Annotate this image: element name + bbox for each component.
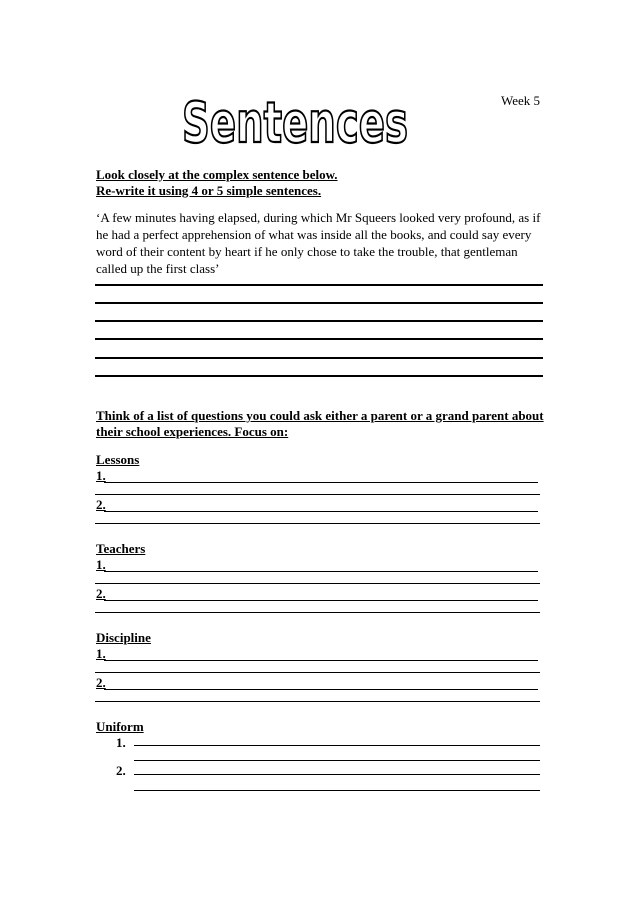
answer-line[interactable] <box>134 745 540 746</box>
page-title: Sentences <box>182 91 408 156</box>
item-number: 2. <box>96 675 106 690</box>
writing-line[interactable] <box>95 338 543 340</box>
answer-line[interactable] <box>95 701 540 702</box>
answer-line[interactable] <box>104 482 538 483</box>
answer-line[interactable] <box>95 672 540 673</box>
item-number: 2. <box>96 497 106 512</box>
writing-line[interactable] <box>95 302 543 304</box>
answer-line[interactable] <box>104 511 538 512</box>
title-wordart <box>180 88 412 156</box>
quote-line: called up the first class’ <box>96 261 220 276</box>
writing-line[interactable] <box>95 357 543 359</box>
item-number: 2. <box>116 763 126 778</box>
task2-heading-line1: Think of a list of questions you could ask either a parent or a grand parent about <box>96 408 544 423</box>
answer-line[interactable] <box>104 600 538 601</box>
writing-line[interactable] <box>95 284 543 286</box>
answer-line[interactable] <box>134 774 540 775</box>
quote-line: ‘A few minutes having elapsed, during which Mr Squeers looked very profound, as if <box>96 210 541 225</box>
answer-line[interactable] <box>95 523 540 524</box>
answer-line[interactable] <box>104 571 538 572</box>
section-label-discipline: Discipline <box>96 630 151 645</box>
answer-line[interactable] <box>95 612 540 613</box>
quote-line: he had a perfect apprehension of what was inside all the books, and could say every <box>96 227 532 242</box>
task1-heading-line2: Re-write it using 4 or 5 simple sentences. <box>96 183 322 198</box>
week-label: Week 5 <box>501 93 541 108</box>
quote-line: word of their content by heart if he only chose to take the trouble, that gentleman <box>96 244 518 259</box>
answer-line[interactable] <box>104 660 538 661</box>
answer-line[interactable] <box>95 583 540 584</box>
item-number: 1. <box>116 735 126 750</box>
section-label-teachers: Teachers <box>96 541 146 556</box>
answer-line[interactable] <box>134 790 540 791</box>
writing-line[interactable] <box>95 375 543 377</box>
task2-heading-line2: their school experiences. Focus on: <box>96 424 289 439</box>
section-label-uniform: Uniform <box>96 719 144 734</box>
item-number: 1. <box>96 646 106 661</box>
writing-line[interactable] <box>95 320 543 322</box>
complex-sentence-quote <box>96 209 546 277</box>
item-number: 1. <box>96 557 106 572</box>
answer-line[interactable] <box>95 494 540 495</box>
task1-heading-line1: Look closely at the complex sentence below. <box>96 167 338 182</box>
answer-line[interactable] <box>104 689 538 690</box>
item-number: 1. <box>96 468 106 483</box>
answer-line[interactable] <box>134 760 540 761</box>
section-label-lessons: Lessons <box>96 452 140 467</box>
item-number: 2. <box>96 586 106 601</box>
